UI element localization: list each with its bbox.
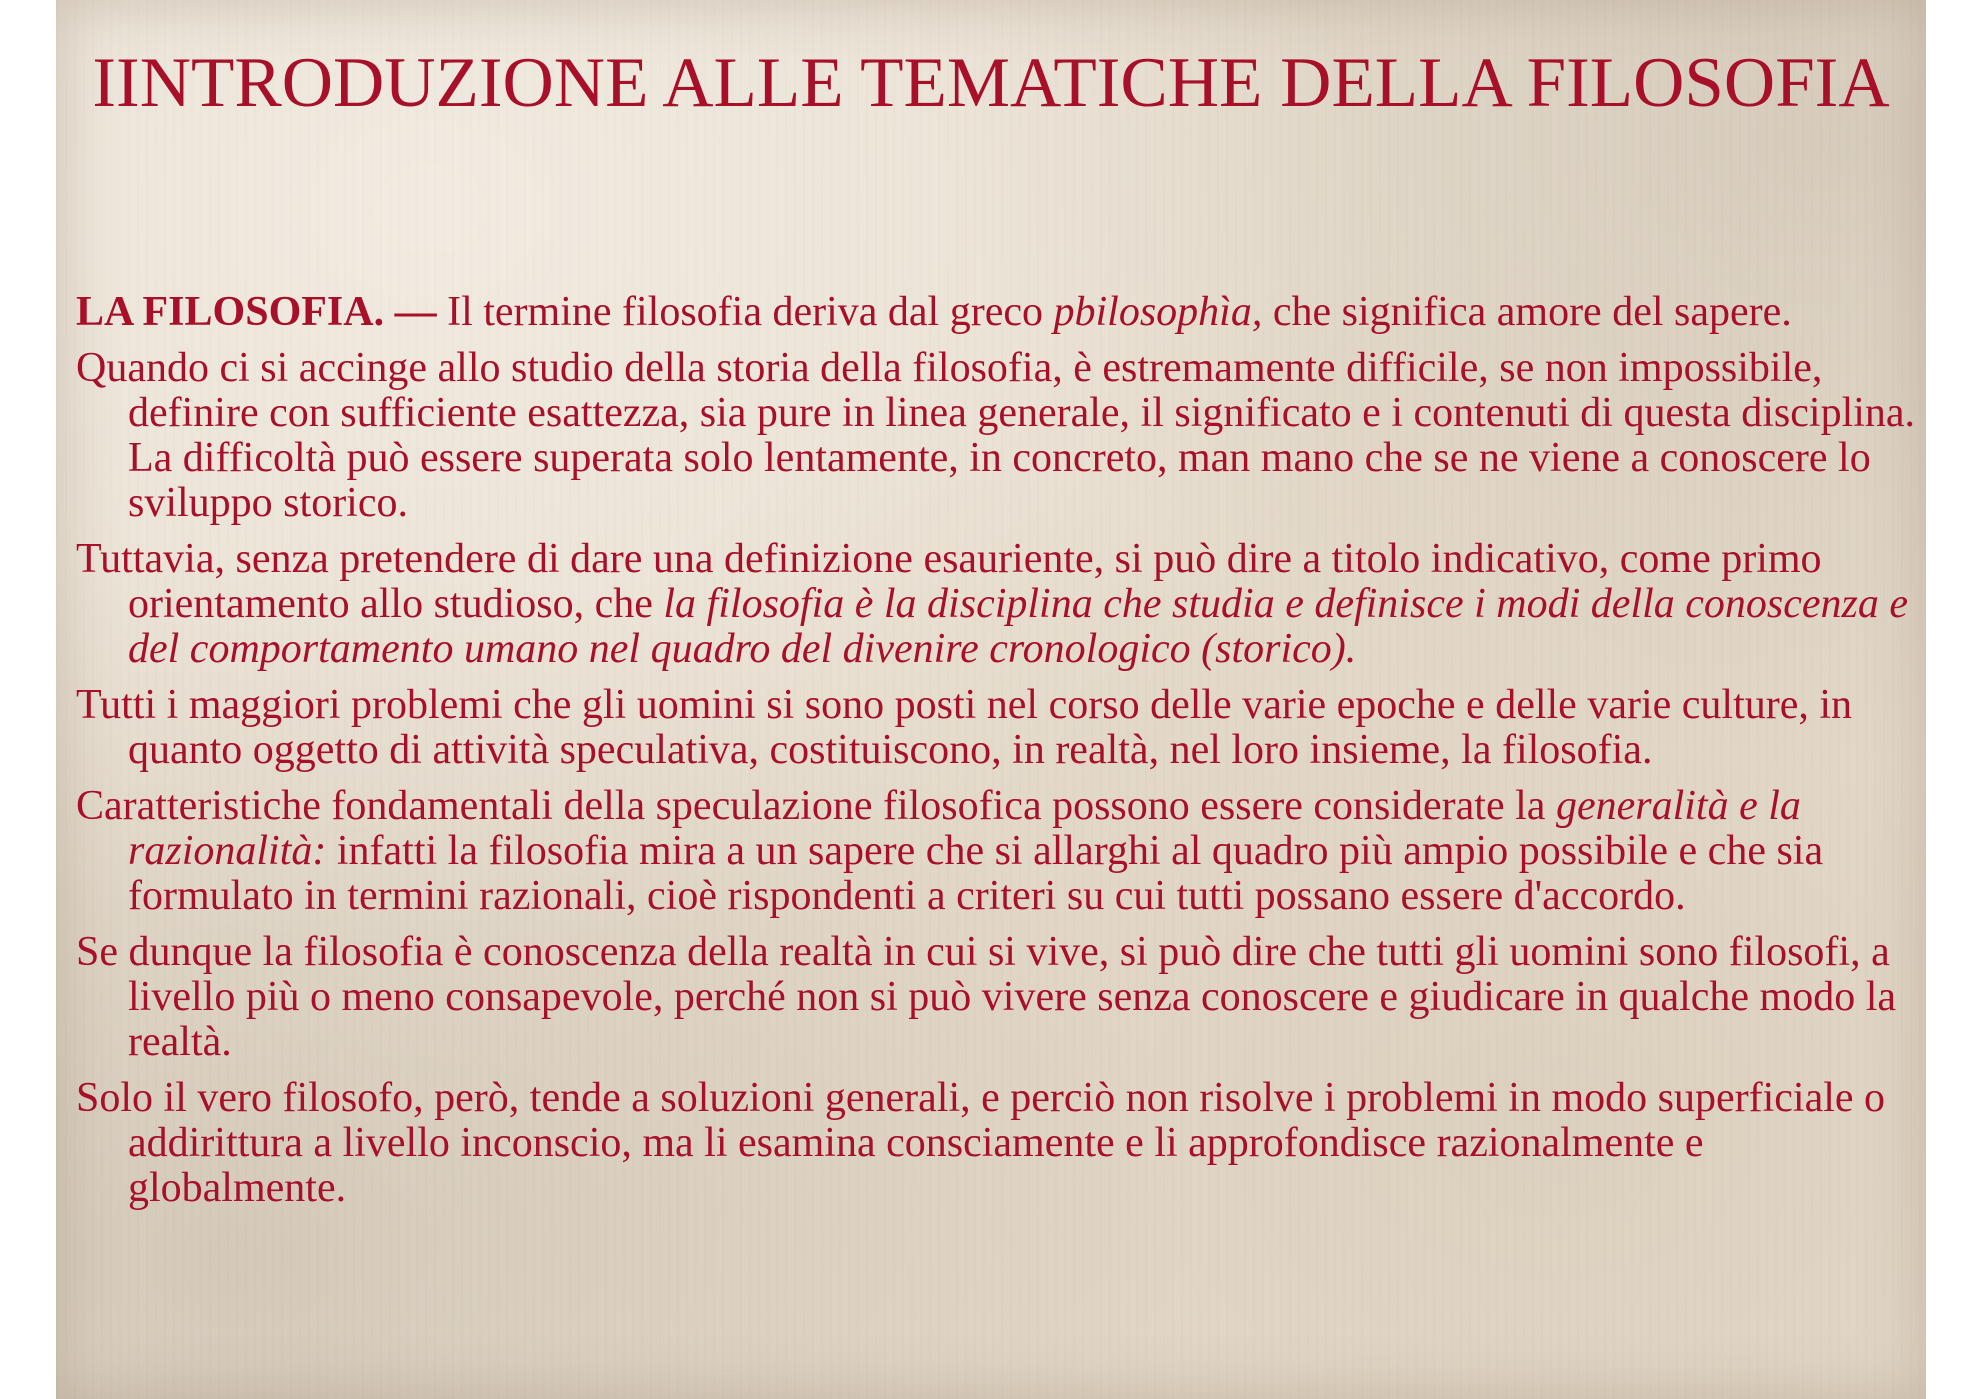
slide	[56, 0, 1926, 1399]
slide-body	[76, 290, 1916, 1222]
paragraph-lead: LA FILOSOFIA. —	[76, 289, 437, 335]
paragraph-text: che significa amore del sapere.	[1262, 289, 1792, 335]
slide-title: IINTRODUZIONE ALLE TEMATICHE DELLA FILOSOFIA	[92, 44, 1890, 122]
paragraph-italic: la filosofia è la disciplina che studia e definisce i modi della conoscenza e del comportamento umano nel quadro del divenire cronologico (storico).	[128, 581, 1909, 672]
paragraph-italic: generalità e la razionalità:	[128, 783, 1801, 874]
paragraph-text: Il termine filosofia deriva dal greco	[436, 289, 1054, 335]
paragraph-text: Solo il vero filosofo, però, tende a soluzioni generali, e perciò non risolve i problemi in modo superficiale o addirittura a livello inconscio, ma li esamina consciamente e li approfondisce razionalmente e globalmente.	[76, 1075, 1886, 1211]
paragraph-tuttavia	[76, 537, 1916, 672]
paragraph-se-dunque	[76, 930, 1916, 1065]
paragraph-la-filosofia	[76, 290, 1916, 335]
paragraph-caratteristiche	[76, 784, 1916, 919]
paragraph-tutti	[76, 683, 1916, 773]
paragraph-text: Se dunque la filosofia è conoscenza della realtà in cui si vive, si può dire che tutti gli uomini sono filosofi, a livello più o meno consapevole, perché non si può vivere senza conoscere e giudicare in qualche modo la realtà.	[76, 929, 1897, 1065]
paragraph-solo	[76, 1076, 1916, 1211]
paragraph-text: Tuttavia, senza pretendere di dare una definizione esauriente, si può dire a titolo indicativo, come primo orientamento allo studioso, che	[76, 536, 1822, 627]
paragraph-text: Tutti i maggiori problemi che gli uomini si sono posti nel corso delle varie epoche e delle varie culture, in quanto oggetto di attività speculativa, costituiscono, in realtà, nel loro insieme, la filosofia.	[76, 682, 1853, 773]
paragraph-text: infatti la filosofia mira a un sapere che si allarghi al quadro più ampio possibile e che sia formulato in termini razionali, cioè rispondenti a criteri su cui tutti possano essere d'accordo.	[128, 828, 1824, 919]
paragraph-text: Caratteristiche fondamentali della speculazione filosofica possono essere considerate la	[76, 783, 1556, 829]
paragraph-quando	[76, 346, 1916, 526]
paragraph-italic: pbilosophìa,	[1053, 289, 1263, 335]
paragraph-text: Quando ci si accinge allo studio della storia della filosofia, è estremamente difficile, se non impossibile, definire con sufficiente esattezza, sia pure in linea generale, il significato e i contenuti di questa disciplina. La difficoltà può essere superata solo lentamente, in concreto, man mano che se ne viene a conoscere lo sviluppo storico.	[76, 345, 1916, 526]
